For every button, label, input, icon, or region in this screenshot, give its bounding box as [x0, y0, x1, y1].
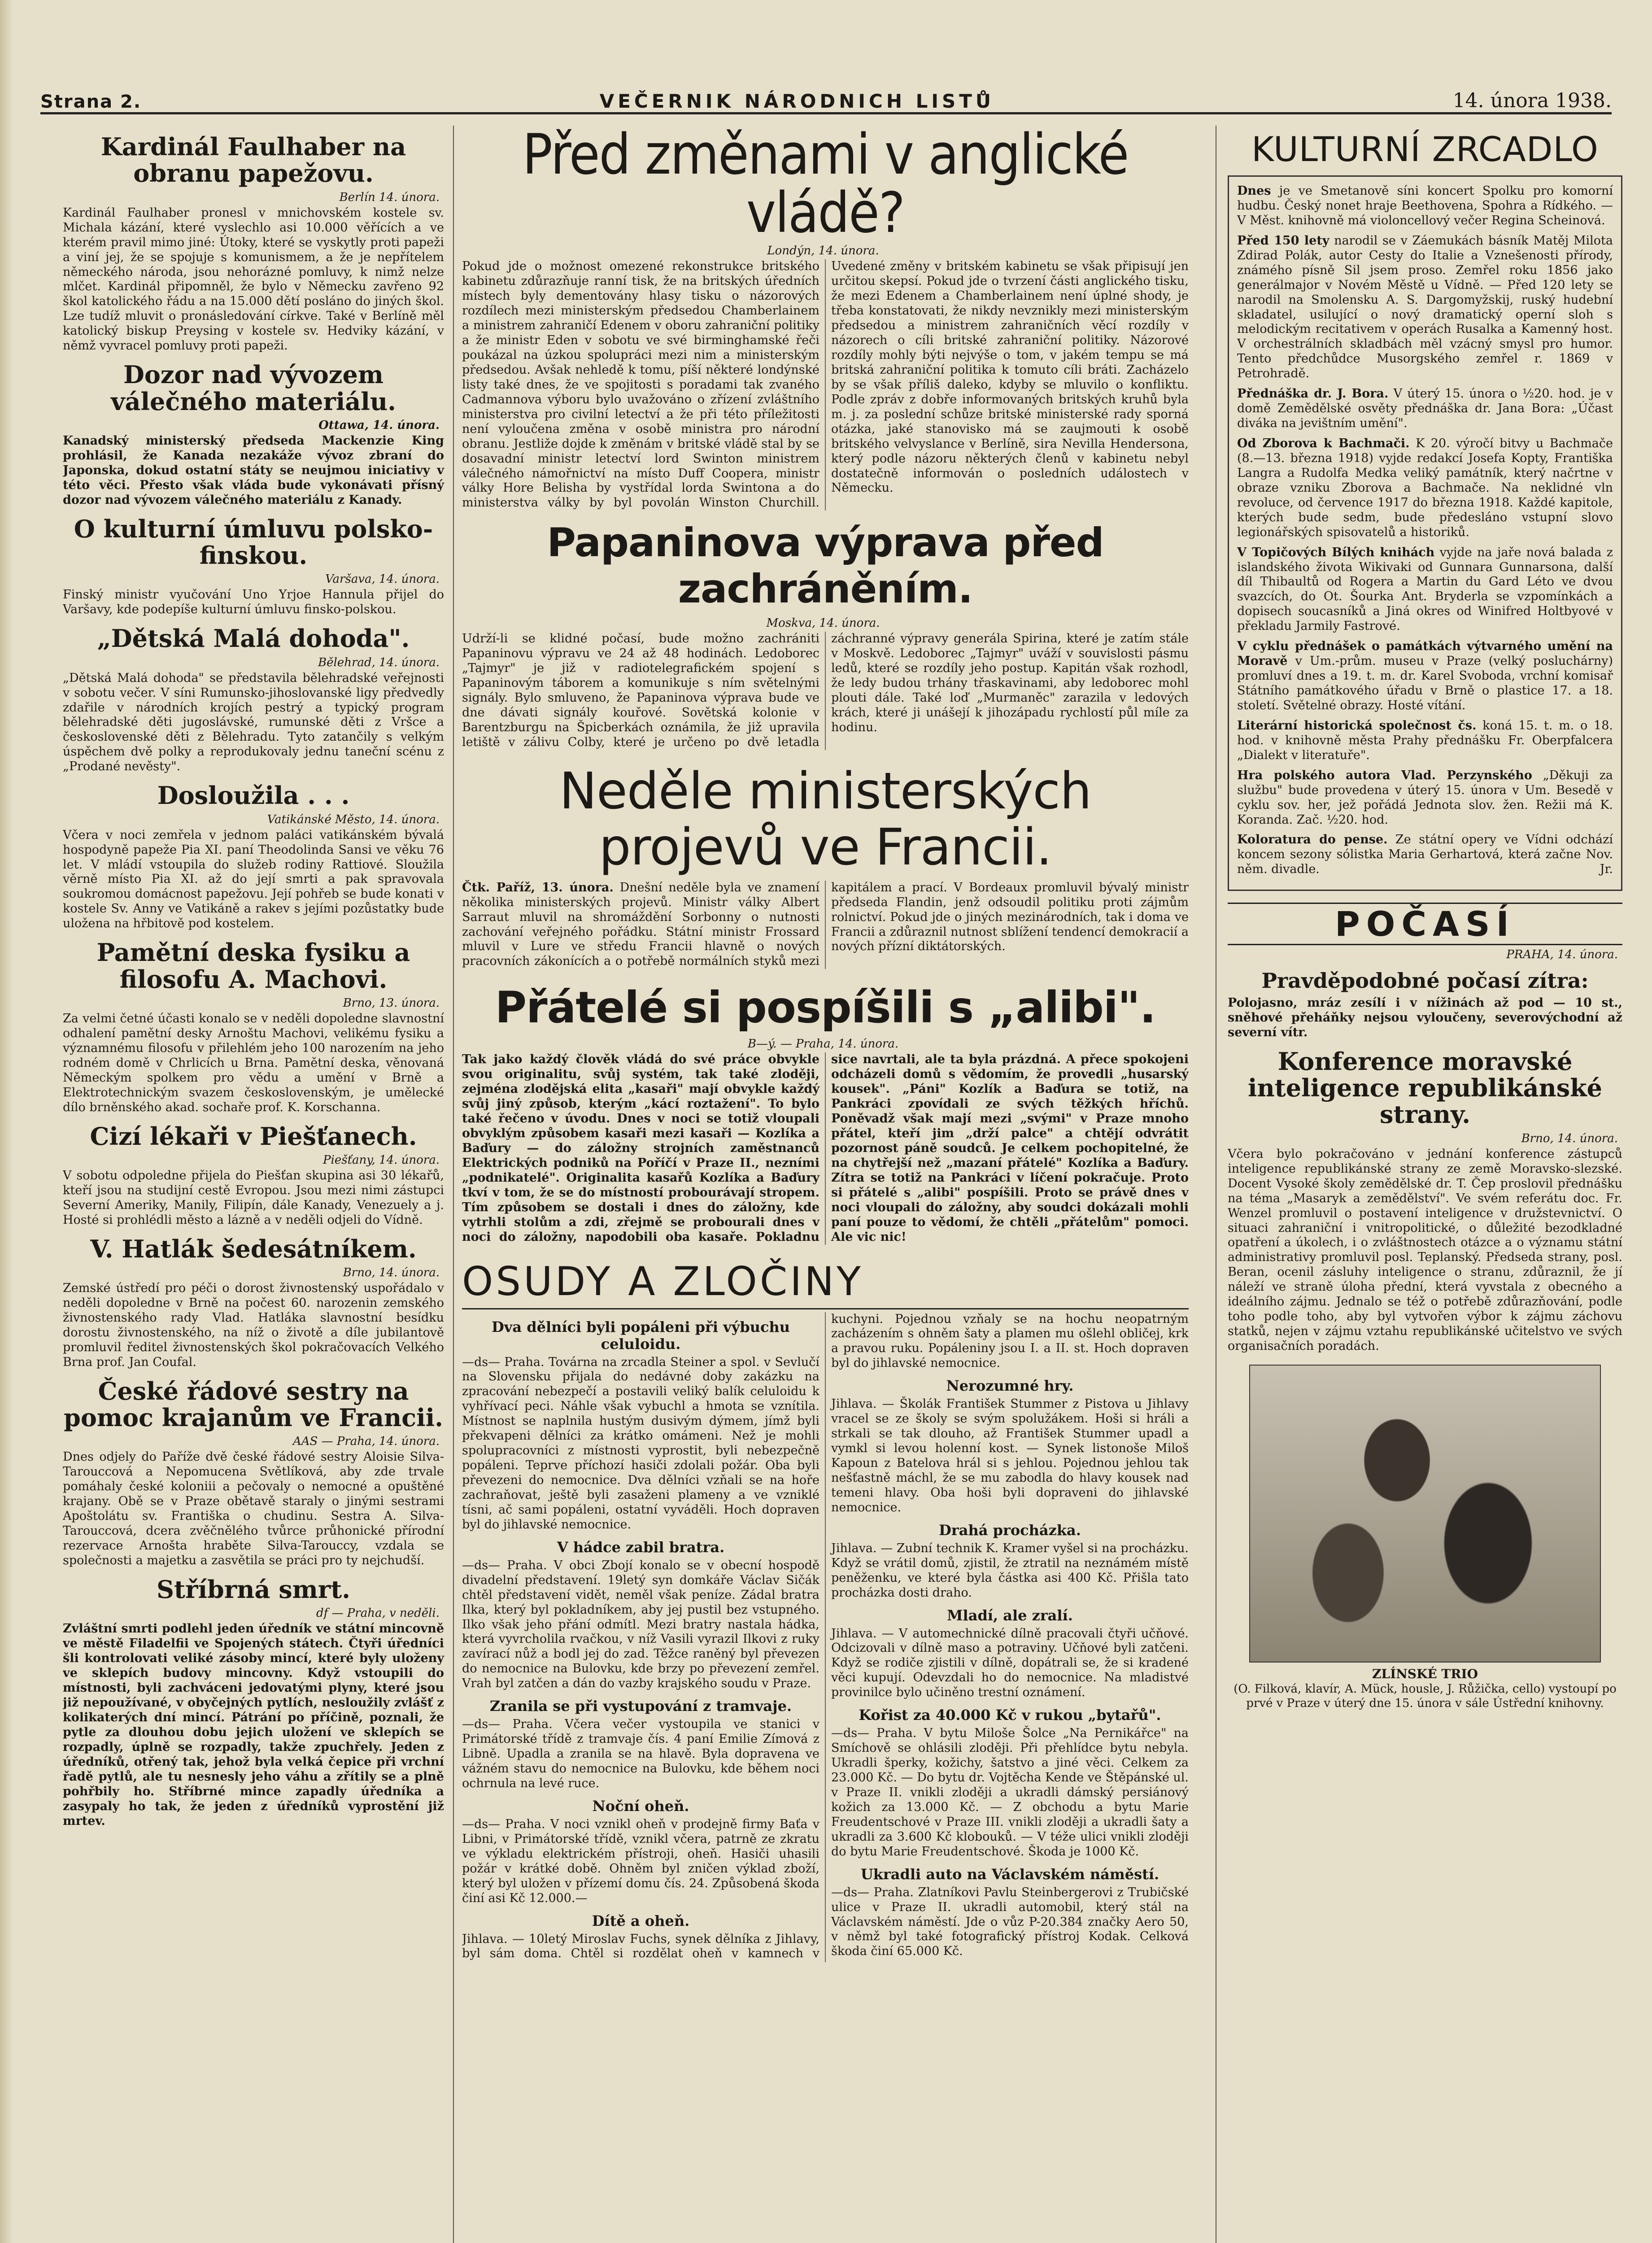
culture-lead: Literární historická společnost čs.: [1237, 718, 1477, 733]
article: [63, 1123, 444, 1228]
article-text: Udrží-li se klidné počasí, bude možno zachrániti Papaninovu výpravu ve 24 až 48 hodinách. Ledoborec „Tajmyr" je již v radiotelegrafickém spojení s Papaninovým táborem a komunikuje s ním světelnými signály. Bylo smluveno, že Papaninova výprava bude ve dne dávati signály kouřové. Sovětská kolonie v Barentzburgu na Špicberkách oznámila, že již upravila letiště v zálivu Colby, které je určeno po dvě letadla záchranné výpravy generála Spirina, které je zatím stále v Moskvě. Ledoborec „Tajmyr" uváží v souvislosti pásmu ledů, které se rozdíly jeho postup. Kapitán však rozhodl, že ledy budou trhány třaskavinami, aby ledoborec mohl plouti dále. Také loď „Murmaněc" zarazila v ledových krách, které ji unášejí k jihozápadu rychlostí půl míle za hodinu.: [462, 632, 1189, 749]
crime-text: Jihlava. — 10letý Miroslav Fuchs, synek dělníka z Jihlavy, byl sám doma. Chtěl si rozdělat oheň v kamnech v kuchyni. Pojednou vzňaly se na hochu neopatrným zacházením s ohněm šaty a plamen mu ošlehl obličej, krk a pravou ruku. Popáleniny jsou I. a II. st. Hoch dopraven byl do jihlavské nemocnice.: [462, 1312, 1189, 1961]
crime-text: Jihlava. — V automechnické dílně pracovali čtyři učňové. Odcizovali v dílně maso a potraviny. Učňové byli zatčeni. Když se rodiče zjistili v dílně, dopátrali se, že si kradené věci kupují. Odevzdali ho do nemocnice. Na mladistvé provinilce bylo učiněno trestní oznámení.: [831, 1626, 1189, 1700]
article-text: Finský ministr vyučování Uno Yrjoe Hannula přijel do Varšavy, kde podepíše kulturní úmluvu finsko-polskou.: [63, 588, 444, 617]
culture-lead: V cyklu přednášek o památkách výtvarného umění na Moravě: [1237, 639, 1613, 668]
crime-subhead: Zranila se při vystupování z tramvaje.: [489, 1698, 792, 1715]
culture-item: [1237, 768, 1613, 828]
article-body: Dnešní neděle byla ve znamení několika ministerských projevů. Ministr války Albert Sarraut mluvil na shromáždění Sorbonny o nutnosti zachování veřejného pořádku. Státní ministr Frossard mluvil v Lure ve středu Francii hlavně o nových pracovních zákonících a o potřebě normálních styků mezi kapitálem a prací. V Bordeaux promluvil bývalý ministr předseda Flandin, jenž odsoudil politiku proti zájmům rolnictví. Pokud jde o jiných mezinárodních, tak i doma ve Francii a zdůraznil nutnost sblížení tendencí demokracií a nových přízní diktátorských.: [462, 880, 1189, 969]
article-text: Zemské ústředí pro péči o dorost živnostenský uspořádalo v neděli dopoledne v Brně na počest 60. narozenin zemského živnostenského rady Vlad. Hatláka slavnostní besídku dorostu živnostenského, na níž o životě a díle jubilantově promluvil ředitel živnostenských škol pokračovacích Velkého Brna prof. Jan Coufal.: [63, 1281, 444, 1369]
crime-item: [831, 1706, 1189, 1859]
crime-item: [831, 1607, 1189, 1701]
crime-text: Jihlava. — Zubní technik K. Kramer vyšel si na procházku. Když se vrátil domů, zjistil, že ztratil na neznámém místě peněženku, ve které byla částka asi 400 Kč. Přišla tato procházka dosti draho.: [831, 1541, 1189, 1600]
article-text: Dnes odjely do Paříže dvě české řádové sestry Aloisie Silva-Tarouccová a Nepomucena Světlíková, aby zde trvale pomáhaly české koloniii a pečovaly o nemocné a opuštěné krajany. Obě se v Praze obětavě staraly o jinými sestrami Apoštolátu sv. Františka o chudinu. Sestra A. Silva-Tarouccová, dcera zvěčnělého tvůrce průhonické přírodní rezervace Arnošta hraběte Silva-Tarouccy, vzdala se společnosti a majetku a zasvětila se práci pro ty nejchudší.: [63, 1450, 444, 1568]
article-dateline: Piešťany, 14. února.: [323, 1153, 440, 1167]
caption-title: ZLÍNSKÉ TRIO: [1372, 1666, 1478, 1681]
article-text: Za velmi četné účasti konalo se v neděli dopoledne slavnostní odhalení pamětní desky Arnoštu Machovi, velikému fysiku a významnému filosofu v přilehlém jeho 100 narozením na jeho rodném domě v Chrlicích u Brna. Pamětní deska, věnovaná Německým spolkem pro vědu a umění v Brně a Elektrotechnickým svazem československým, je umělecké dílo brněnského akad. sochaře prof. K. Korschanna.: [63, 1011, 444, 1114]
weather-text: Polojasno, mráz zesílí i v nížinách až pod — 10 st., sněhové přeháňky nejsou vyloučeny, severovýchodní až severní vítr.: [1228, 995, 1622, 1039]
article: [63, 625, 444, 774]
crime-section: [462, 1258, 1189, 1962]
article-dateline: Berlín 14. února.: [339, 190, 440, 204]
article-headline: Přátelé si pospíšili s „alibi".: [495, 982, 1156, 1033]
center-column: [462, 126, 1189, 2243]
article-headline: „Dětská Malá dohoda".: [97, 624, 410, 653]
crime-text: —ds— Praha. Továrna na zrcadla Steiner a spol. v Sevlučí na Slovensku přijala do nedávné doby zakázku na zpracování nebezpečí a postavili veliký balík celuloidu k vyhřívací peci. Náhle však vybuchl a hmota se vznítila. Místnost se naplnila hustým dusivým dýmem, jímž byli překvapeni dělníci za krátko omámeni. Než je mohli spolupracovníci z místnosti vyprostit, byli nebezpečně popáleni. Teprve příchozí hasiči zdolali požár. Oba byli převezeni do nemocnice. Dva dělníci vzňali se na hoře zachraňovat, ještě byli zasaženi plameny a ve vzniklé tísni, ač sami popáleni, ostatní vyváděli. Hoch dopraven byl do jihlavské nemocnice.: [462, 1355, 819, 1532]
article-dateline: Čtk. Paříž, 13. února.: [462, 880, 614, 895]
culture-text: V úterý 15. února o ½20. hod. je v domě Zemědělské osvěty přednáška dr. Jana Bora: „Účast diváka na jevištním umění".: [1237, 387, 1613, 431]
culture-lead: Od Zborova k Bachmači.: [1237, 436, 1410, 450]
article-dateline: Moskva, 14. února.: [766, 616, 880, 630]
culture-text: vyjde na jaře nová balada z islandského života Wikivaki od Gunnara Gunnarsona, další díl Thibaultů od Rogera a Martin du Gard Léto ve dvou svazcích, do Ot. Šourka Ant. Bryderla se vzpomínkách a dopisech soucasníků a Jiná okres od Winifred Holtbyové v překladu Jarmily Fastrové.: [1237, 545, 1613, 633]
masthead: [40, 72, 1612, 114]
crime-text: —ds— Praha. Včera večer vystoupila ve stanici v Primátorské třídě z tramvaje čís. 4 paní Emilie Zímová z Libně. Upadla a zranila se na hlavě. Byla dopravena ve vážném stavu do nemocnice na Bulovku, kde během noci ochrnula na levé ruce.: [462, 1717, 819, 1790]
culture-box: [1228, 175, 1622, 891]
crime-subhead: Mladí, ale zralí.: [947, 1606, 1073, 1624]
article: [462, 764, 1189, 969]
culture-item: [1237, 234, 1613, 381]
article-headline: O kulturní úmluvu polsko-finskou.: [74, 514, 433, 570]
culture-text: koná 15. t. m. o 18. hod. v knihovně města Prahy přednášku Fr. Oberpfalcera „Dialekt v literatuře".: [1237, 718, 1613, 762]
crime-text: —ds— Praha. Zlatníkovi Pavlu Steinbergerovi z Trubičské ulice v Praze II. ukradli automobil, který stál na Václavském náměstí. Jde o vůz P-20.384 značky Aero 50, v němž byl také fotografický přístroj Kodak. Celková škoda činí 65.000 Kč.: [831, 1885, 1189, 1959]
article-headline: V. Hatlák šedesátníkem.: [90, 1234, 417, 1263]
crime-item: [462, 1798, 819, 1906]
culture-lead: Koloratura do pense.: [1237, 833, 1388, 847]
article-headline: Dosloužila . . .: [157, 781, 350, 810]
culture-item: [1237, 833, 1613, 877]
article-headline: České řádové sestry na pomoc krajanům ve Francii.: [64, 1376, 443, 1432]
article-dateline: Varšava, 14. února.: [325, 572, 440, 586]
section-title: OSUDY A ZLOČINY: [462, 1258, 1189, 1309]
culture-signature: Jr.: [1600, 862, 1613, 877]
article-text: [462, 881, 1189, 969]
article-headline: Pamětní deska fysiku a filosofu A. Machovi.: [96, 938, 410, 994]
article-text: Tak jako každý člověk vládá do své práce obvykle svou originalitu, svůj systém, tak také zloději, zejména zlodějská elita „kasaři" mají obvykle každý svůj jiný způsob, kterým „kácí roztažení". To bylo také řečeno v úvodu. Dnes v noci se totiž vloupali obvyklým způsobem kasaři mezi kasaři — Kozlíka a Baďury — do záložny strojních zaměstnanců Elektrických podniků na Poříčí v Praze II., nezními „podnikatelé". Originalita kasařů Kozlíka a Baďury tkví v tom, že se do místností probourávají stropem. Tím způsobem se dostali i dnes do záložny, kde vytrhli stolům a zdi, zřejmě se probourali dnes v noci do záložny, napodobili oba kasaře. Pokladnu sice navrtali, ale ta byla prázdná. A přece spokojeni odcházeli domů s vědomím, že provedli „husarský kousek". „Páni" Kozlík a Baďura se totiž, na Pankráci zpovídali ze svých těžkých hříchů. Poněvadž však mají mezi „svými" v Praze mnoho přátel, kteří jim „drží palce" a chtějí odvrátit pozornost páně soudců. Je celkem pochopitelné, že na chytřejší než „mazaní přátelé" Kozlíka a Baďury. Zítra se totiž na Pankráci v líčení pokračuje. Proto si přátelé s „alibi" pospíšili. Proto se právě dnes v noci vloupali do záložny, aby soudci dokázali mohli paní pouze to vědomí, že chtěli „přátelům" pomoci. Ale vic nic!: [462, 1052, 1189, 1244]
article-dateline: Brno, 13. února.: [343, 996, 440, 1010]
crime-reports: [462, 1312, 1189, 1962]
crime-text: Jihlava. — Školák František Stummer z Pistova u Jihlavy vracel se ze školy se svým spolužákem. Hoši si hráli a strkali se tak dlouho, až František Stummer upadl a vymkl si levou holenní kost. — Synek listonoše Miloš Kapoun z Batelova hrál si s jehlou. Pojednou jehlou tak nešťastně máchl, že se mu zabodla do hlavy kousek nad temeni hlavy. Oba hoši byli dopraveni do jihlavské nemocnice.: [831, 1397, 1189, 1514]
lead-article: [462, 126, 1189, 511]
article-headline: Cizí lékaři v Piešťanech.: [90, 1122, 417, 1151]
crime-text: —ds— Praha. V bytu Miloše Šolce „Na Pernikářce" na Smíchově se ohlásili zloději. Při přehlídce bytu nebyla. Ukradli šperky, kožichy, šatstvo a jiné věci. Celkem za 23.000 Kč. — Do bytu dr. Vojtěcha Kende ve Štěpánské ul. v Praze II. vnikli zloději a ukradli dámský persiánový kožich za 13.000 Kč. — Z obchodu a bytu Marie Freudentschové v Praze III. vnikli zloději a ukradli šaty a ukradli za 3.600 Kč klobouků. — V téže ulici vnikli zloději do bytu Marie Freudentschové. Škoda je 1000 Kč.: [831, 1726, 1189, 1859]
lead-headline: Před změnami v anglické vládě?: [522, 126, 1129, 246]
article: [63, 1378, 444, 1568]
article-headline: Stříbrná smrt.: [157, 1575, 350, 1604]
article: [63, 1576, 444, 1829]
article: [462, 519, 1189, 750]
article-dateline: Bělehrad, 14. února.: [318, 655, 440, 669]
article-dateline: Vatikánské Město, 14. února.: [267, 812, 440, 826]
culture-text: Ze státní opery ve Vídni odchází koncem sezony sólistka Maria Gerhartová, která začne Nov. něm. divadle.: [1237, 833, 1613, 877]
crime-item: [831, 1377, 1189, 1515]
article-headline: Neděle ministerských projevů ve Francii.: [559, 762, 1091, 877]
article-dateline: B—ý. — Praha, 14. února.: [747, 1037, 899, 1051]
article-dateline: Brno, 14. února.: [343, 1266, 440, 1280]
culture-box-title: KULTURNÍ ZRCADLO: [1251, 129, 1599, 169]
culture-text: narodil se v Záemukách básník Matěj Milota Zdirad Polák, autor Cesty do Italie a Vznešenosti přírody, známého písně Sil jsem proso. Zemřel roku 1856 jako generálmajor v Novém Městě u Vídně. — Před 120 lety se narodil na Smolensku A. S. Dargomyžskij, ruský hudební skladatel, usilující o nový dramatický operní sloh s melodickým recitativem v operách Rusalka a Kamenný host. V orchestrálních skladbách měl vzácný smysl pro humor. Tento předchůdce Musorgského zemřel r. 1869 v Petrohradě.: [1237, 233, 1613, 381]
culture-text: K 20. výročí bitvy u Bachmače (8.—13. března 1918) vyjde redakcí Josefa Kopty, Františka Langra a Rudolfa Medka veliký památník, který načrtne v obraze vzniku Zborova a Bachmače. Na neklidné vln revoluce, od července 1917 do března 1918. Každé kapitole, kterých bude sedm, bude předesláno vstupní slovo legionářských spisovatelů a historiků.: [1237, 436, 1613, 539]
culture-text: v Um.-prům. museu v Praze (velký posluchárny) promluví dnes a 19. t. m. dr. Karel Svoboda, vrchní komisař Státního památkového úřadu v Brně o plastice 17. a 18. století. Světelné obrazy. Hosté vítání.: [1237, 654, 1613, 712]
article: [63, 134, 444, 353]
article-text: Včera bylo pokračováno v jednání konference zástupců inteligence republikánské strany ze země Moravsko-slezské. Docent Vysoké školy zemědělské dr. T. Čep proslovil přednášku na téma „Masaryk a zemědělství". Ve svém referátu doc. Fr. Wenzel promluvil o postavení inteligence v družstevnictví. O situaci zahraniční i vnitropolitické, o důležité bezodkladné opatření a úkolech, i o zvláštnostech otázce a o významu státní administrativy promluvil posl. Teplanský. Předseda strany, posl. Beran, ocenil zásluhy inteligence o stranu, zdůraznil, že jí náleží ve straně úloha přední, která vyvstala z obecného a ideálního zájmu. Jednalo se též o potřebě zdůrazňování, podle toho podle toho, aby byl vytvořen výbor k zájmu záchovu statků, nejen v zájmu vztahu republikánské učitelstvo ve svých organisačních poradách.: [1228, 1147, 1622, 1353]
article: [63, 362, 444, 507]
crime-text: —ds— Praha. V noci vznikl oheň v prodejně firmy Baťa v Libni, v Primátorské třídě, vznikl včera, patrně ze zkratu ve výkladu elektrickém přístroji, oheň. Hasiči uhasili požár v krátké době. Ohněm byl zničen výklad zboží, který byl uložen v přízemí domu čís. 24. Způsobená škoda činí asi Kč 12.000.—: [462, 1817, 819, 1905]
article-text: Kardinál Faulhaber pronesl v mnichovském kostele sv. Michala kázání, které vyslechlo asi 10.000 věřících a ve kterém pravil mimo jiné: Útoky, které se vyskytly proti papeži a viní jej, že se spojuje s komunismem, a že je nepřítelem německého národa, jsou nehorázné pomluvy, k nimž nelze mlčet. Kardinál připomněl, že bylo v Německu zavřeno 92 škol katolického řádu a na 15.000 dětí posláno do jiných škol. Lze tudíž mluvit o pronásledování církve. Také v Berlíně měl katolický biskup Preysing v kostele sv. Hedviky kázání, v němž vyvracel pomluvy proti papeži.: [63, 205, 444, 353]
article-text: „Dětská Malá dohoda" se představila bělehradské veřejnosti v sobotu večer. V síni Rumunsko-jihoslovanské ligy předvedly zdařile v národních krojích pestrý a typický program bělehradské děti jugoslávské, rumunské děti z Vršce a československé děti z Bělehradu. Tyto zatančily s velkým úspěchem dvě polky a reprodukovaly jednu taneční scénu z „Prodané nevěsty".: [63, 671, 444, 774]
crime-item: [831, 1522, 1189, 1601]
crime-item: [831, 1866, 1189, 1959]
newspaper-title: VEČERNIK NÁRODNICH LISTŮ: [599, 90, 995, 112]
article-text: Kanadský ministerský předseda Mackenzie King prohlásil, že Kanada nezakáže vývoz zbraní do Japonska, dokud ostatní státy se neujmou iniciativy v této věci. Přesto však vláda bude vykonávati přísný dozor nad vývozem válečného materiálu z Kanady.: [63, 433, 444, 507]
culture-item: [1237, 545, 1613, 634]
issue-date: 14. února 1938.: [1452, 89, 1612, 112]
culture-item: [1237, 719, 1613, 763]
weather-subhead: Pravděpodobné počasí zítra:: [1261, 969, 1589, 993]
culture-lead: Přednáška dr. J. Bora.: [1237, 387, 1389, 401]
caption-text: (O. Filková, klavír, A. Mück, housle, J. Růžička, cello) vystoupí po prvé v Praze v úterý dne 15. února v sále Ústřední knihovny.: [1234, 1682, 1617, 1711]
crime-subhead: Nerozumné hry.: [946, 1377, 1074, 1395]
culture-item: [1237, 387, 1613, 431]
culture-lead: V Topičových Bílých knihách: [1237, 545, 1435, 559]
article-dateline: Ottawa, 14. února.: [318, 418, 440, 432]
photo-caption: [1228, 1666, 1622, 1711]
crime-subhead: V hádce zabil bratra.: [557, 1538, 725, 1556]
trio-photo: [1249, 1365, 1601, 1663]
crime-text: —ds— Praha. V obci Zbojí konalo se v obecní hospodě divadelní představení. 19letý syn domkáře Václav Sičák chtěl představení vidět, neměl však peníze. Zádal bratra Ilka, který byl pokladníkem, aby jej pustil bez vstupného. Ilko však jeho přání odmítl. Mezi bratry nastala hádka, která vyvrcholila rvačkou, v níž Vasili vyrazil Ilkovi z ruky zavírací nůž a bodl jej do zad. Těžce raněný byl převezen do nemocnice na Bulovku, kde brzy po převezení zemřel. Vrah byl zatčen a dán do vazby krajského soudu v Praze.: [462, 1558, 819, 1691]
crime-subhead: Kořist za 40.000 Kč v rukou „bytařů".: [859, 1706, 1161, 1724]
culture-lead: Hra polského autora Vlad. Perzynského: [1237, 768, 1532, 782]
crime-subhead: Dva dělníci byli popáleni při výbuchu celuloidu.: [491, 1318, 790, 1353]
article-text: V sobotu odpoledne přijela do Piešťan skupina asi 30 lékařů, kteří jsou na studijní cestě Evropou. Jsou mezi nimi zástupci Severní Ameriky, Manily, Filipín, dále Kanady, Venezuely a j. Hosté si prohlédli město a lázně a v neděli odjeli do Vídně.: [63, 1168, 444, 1227]
article-headline: Konference moravské inteligence republikánské strany.: [1248, 1047, 1602, 1129]
weather-dateline: PRAHA, 14. února.: [1506, 948, 1618, 962]
article-dateline: df — Praha, v neděli.: [316, 1606, 440, 1620]
weather-title: POČASÍ: [1228, 903, 1622, 945]
culture-text: „Děkuji za službu" bude provedena v úterý 15. února v Um. Besedě v cyklu sov. her, jež pořádá Jednota slov. žen. Režii má K. Koranda. Zač. ½20. hod.: [1237, 768, 1613, 827]
article: [63, 516, 444, 618]
crime-item: [462, 1318, 819, 1532]
left-column: [63, 126, 454, 2243]
culture-text: je ve Smetanově síni koncert Spolku pro komorní hudbu. Český nonet hraje Beethovena, Spohra a Rídkého. — V Měst. knihovně má violoncellový večer Regina Scheinová.: [1237, 184, 1613, 227]
culture-lead: Před 150 lety: [1237, 233, 1329, 248]
article-headline: Papaninova výprava před zachráněním.: [547, 519, 1104, 612]
article: [462, 982, 1189, 1244]
article-headline: Dozor nad vývozem válečného materiálu.: [111, 360, 396, 416]
culture-item: [1237, 436, 1613, 540]
article-dateline: AAS — Praha, 14. února.: [292, 1435, 440, 1449]
culture-item: [1237, 184, 1613, 228]
article: [63, 782, 444, 931]
article-text: Zvláštní smrti podlehl jeden úředník ve státní mincovně ve městě Filadelfii ve Spojených státech. Čtyři úředníci šli kontrolovati veliké zásoby mincí, které byly uloženy ve sklepích budovy mincovny. Když vstoupili do místnosti, byli zachváceni jedovatými plyny, které jsou již nepoužívané, v obyčejných pytlích, nesloužily zvlášť z kolikaterých dní mincí. Pátrání po příčině, poznali, že pytle za dlouhou dobu jejich uložení ve sklepích se rozpadly, úplně se rozpadly, takže zpuchřely. Jeden z úředníků, otřený tak, jehož byla velká čepice při vrchní řadě pytlů, ale tu nesnesly jeho váhu a zřítily se a plně pohřbily ho. Stříbrné mince zapadly úředníka a zasypaly ho tak, že jeden z úředníků vyprostění již mrtev.: [63, 1622, 444, 1828]
culture-lead: Dnes: [1237, 184, 1271, 198]
article-text: Včera v noci zemřela v jednom paláci vatikánském bývalá hospodyně papeže Pia XI. paní Theodolinda Sansi ve věku 76 let. V mládí vstoupila do služeb rodiny Rattiové. Sloužila věrně místo Pia XI. až do její smrti a pak spravovala soukromou domácnost papežovu. Její pohřeb se bude konati v kostele Sv. Anny ve Vatikáně a rakev s jejími pozůstatky bude uložena na hřbitově pod kostelem.: [63, 828, 444, 931]
crime-item: [462, 1539, 819, 1691]
article-dateline: Brno, 14. února.: [1521, 1131, 1618, 1145]
page-number: Strana 2.: [40, 92, 142, 112]
crime-subhead: Drahá procházka.: [939, 1521, 1081, 1539]
article-dateline: Londýn, 14. února.: [767, 244, 879, 258]
crime-subhead: Ukradli auto na Václavském náměstí.: [860, 1865, 1159, 1883]
culture-item: [1237, 639, 1613, 713]
article-text: Pokud jde o možnost omezené rekonstrukce britského kabinetu zdůrazňuje ranní tisk, že na britských úředních místech byly dementovány hlasy tisku o názorových rozdílech mezi ministerským předsedou Chamberlainem a ministrem zahraničí Edenem v oboru zahraniční politiky a že ministr Eden v sobotu ve své birminghamské řeči poukázal na úzkou spolupráci mezi nim a ministerským předsedou. Avšak nehledě k tomu, píší některé londýnské listy také dnes, že ve spojitosti s poradami tak zvaného Cadmannova výboru bylo uvažováno o zřízení zvláštního ministerstva pro civilní letectví a že při této příležitosti není vyloučena změna v osobě ministra pro národní obranu. Jestliže dojde k změnám v britské vládě stal by se dosavadní ministr letectví lord Swinton ministrem válečného námořnictví na místo Duff Coopera, ministr války Hore Belisha by vystřídal lorda Swintona a do ministerstva války by byl povolán Winston Churchill. Uvedené změny v britském kabinetu se však připisují jen určitou skepsí. Pokud jde o tvrzení části anglického tisku, že mezi Edenem a Chamberlainem není úplné shody, je třeba konstatovati, že nikdy nevznikly mezi ministerským předsedou a ministrem zahraničních věcí rozdíly v názorech o cíli britské zahraniční politiky. Názorové rozdíly mohly býti nejvýše o tom, v jakém tempu se má britská zahraniční politika k tomuto cíli bráti. Zacházelo by se však příliš daleko, kdyby se mluvilo o konfliktu. Podle zpráv z dobře informovaných britských kruhů byla m. j. za poslední schůze britské ministerské rady sporná otázka, jaké stanovisko má se zaujmouti k osobě britského velvyslance v Berlíně, sira Nevilla Hendersona, který podle názoru některých členů v kabinetu nebyl dostatečně informován o posledních událostech v Německu.: [462, 259, 1189, 510]
crime-subhead: Noční oheň.: [592, 1797, 689, 1815]
article: [63, 939, 444, 1115]
crime-subhead: Dítě a oheň.: [592, 1912, 690, 1929]
article-headline: Kardinál Faulhaber na obranu papežovu.: [100, 132, 406, 188]
article: [63, 1236, 444, 1370]
crime-item: [462, 1698, 819, 1791]
right-column: [1216, 126, 1622, 2243]
